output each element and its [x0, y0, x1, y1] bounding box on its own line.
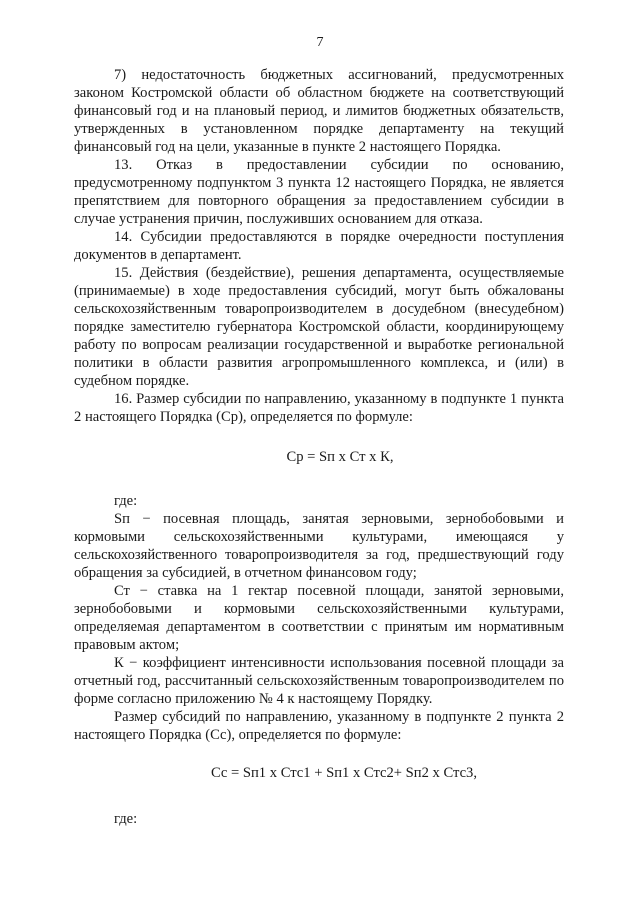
where-label-2: где:	[114, 811, 138, 827]
definition-st: Ст − ставка на 1 гектар посевной площади, занятой зерновыми, зернобобовыми и кормовыми сельскохозяйственными культурами, определяемая департаментом в соответствии с принятым им нормативным правовым актом;	[74, 583, 564, 653]
document-body	[74, 66, 564, 828]
definition-sp: Sп − посевная площадь, занятая зерновыми, зернобобовыми и кормовыми сельскохозяйственными культурами, имеющаяся у сельскохозяйственного товаропроизводителя за год, предшествующий году обращения за субсидией, в отчетном финансовом году;	[74, 511, 564, 581]
definition-k: К − коэффициент интенсивности использования посевной площади за отчетный год, рассчитанный сельскохозяйственным товаропроизводителем по форме согласно приложению № 4 к настоящему Порядку.	[74, 655, 564, 707]
where-label: где:	[114, 493, 138, 509]
paragraph-size-cc: Размер субсидий по направлению, указанному в подпункте 2 пункта 2 настоящего Порядка (Сс), определяется по формуле:	[74, 709, 564, 743]
page-number: 7	[316, 35, 324, 50]
paragraph-16: 16. Размер субсидии по направлению, указанному в подпункте 1 пункта 2 настоящего Порядка (Ср), определяется по формуле:	[74, 391, 564, 425]
formula-cp: Ср = Sп х Ст х К,	[286, 449, 394, 465]
paragraph-item-7: 7) недостаточность бюджетных ассигнований, предусмотренных законом Костромской области об областном бюджете на соответствующий финансовый год и на плановый период, и лимитов бюджетных обязательств, утвержденных в установленном порядке департаменту на текущий финансовый год на цели, указанные в пункте 2 настоящего Порядка.	[74, 67, 564, 155]
paragraph-13: 13. Отказ в предоставлении субсидии по основанию, предусмотренному подпунктом 3 пункта 12 настоящего Порядка, не является препятствием для повторного обращения за предоставлением субсидии в случае устранения причин, послуживших основанием для отказа.	[74, 157, 564, 227]
formula-cc: Сс = Sп1 х Стс1 + Sп1 х Стс2+ Sп2 х Стс3,	[210, 765, 478, 781]
paragraph-15: 15. Действия (бездействие), решения департамента, осуществляемые (принимаемые) в ходе предоставления субсидий, могут быть обжалованы сельскохозяйственным товаропроизводителем в досудебном (внесудебном) порядке заместителю губернатора Костромской области, координирующему работу по вопросам реализации государственной и выработке региональной политики в области развития агропромышленного комплекса, и (или) в судебном порядке.	[74, 265, 564, 389]
paragraph-14: 14. Субсидии предоставляются в порядке очередности поступления документов в департамент.	[74, 229, 564, 263]
